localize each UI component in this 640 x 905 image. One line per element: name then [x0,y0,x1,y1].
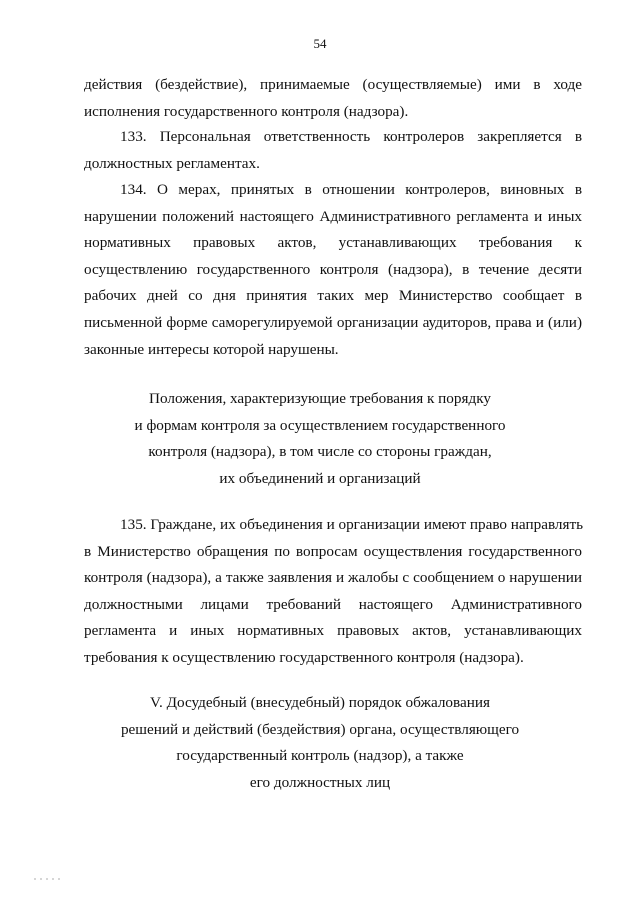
text-line: 133. Персональная ответственность контролеров закрепляется в [120,128,582,145]
heading-line: Положения, характеризующие требования к порядку [149,390,491,407]
text-line: контроля (надзора), а также заявления и жалобы с сообщением о нарушении [84,569,582,587]
text-line: в Министерство обращения по вопросам осуществления государственного [84,542,582,560]
text-line: письменной форме саморегулируемой организации аудиторов, права и (или) [84,313,582,331]
section-heading-control [60,386,580,492]
heading-line: V. Досудебный (внесудебный) порядок обжалования [150,694,490,711]
text-line: 135. Граждане, их объединения и организации имеют право направлять [120,516,584,533]
text-line: рабочих дней со дня принятия таких мер Министерство сообщает в [84,287,582,305]
text-line: осуществлению государственного контроля (надзора), в течение десяти [84,260,582,278]
paragraph-134 [84,177,582,363]
heading-line: их объединений и организаций [219,469,421,487]
text-line: должностных регламентах. [84,154,260,172]
text-line: нарушении положений настоящего Административного регламента и иных [84,207,582,225]
heading-line: решений и действий (бездействия) органа, осуществляющего [120,720,520,738]
text-line: законные интересы которой нарушены. [84,340,339,358]
text-line: 134. О мерах, принятых в отношении контролеров, виновных в [120,181,582,198]
text-line: регламента и иных нормативных правовых актов, устанавливающих [84,622,582,640]
paragraph-continuation [84,72,582,125]
text-line: нормативных правовых актов, устанавливающих требования к [84,234,582,252]
text-line: исполнения государственного контроля (надзора). [84,102,409,120]
section-heading-v [60,690,580,796]
heading-line: его должностных лиц [249,773,391,791]
text-line: должностными лицами требований настоящего Административного [84,595,582,613]
text-line: действия (бездействие), принимаемые (осуществляемые) ими в ходе [84,76,582,93]
heading-line: государственный контроль (надзор), а также [176,747,464,765]
paragraph-133 [84,124,582,177]
page-number: 54 [313,36,327,51]
text-line: требования к осуществлению государственного контроля (надзора). [84,648,524,666]
heading-line: контроля (надзора), в том числе со стороны граждан, [148,443,492,461]
paragraph-135 [84,512,582,672]
heading-line: и формам контроля за осуществлением государственного [134,416,506,434]
scan-artifact [34,878,64,880]
